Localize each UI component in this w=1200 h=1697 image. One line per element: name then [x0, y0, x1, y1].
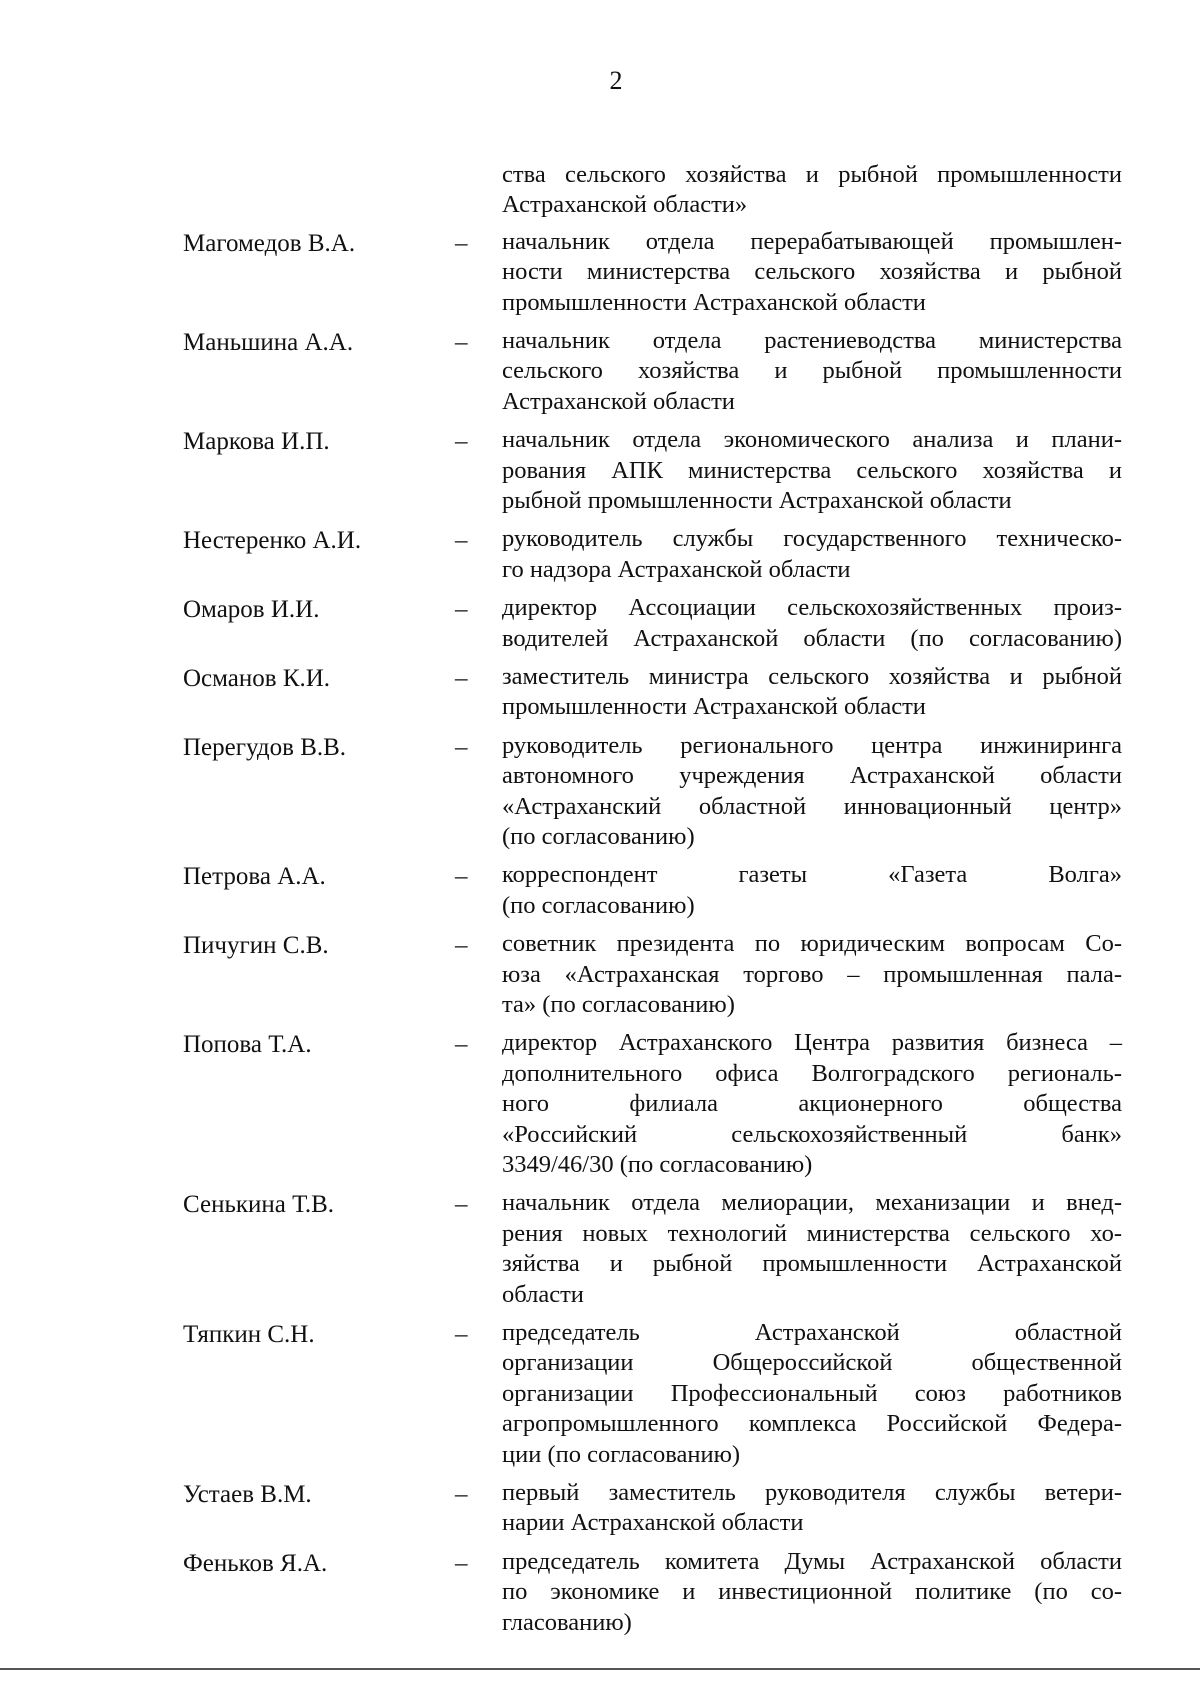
member-name: Феньков Я.А.: [183, 1549, 328, 1577]
entry-dash: –: [455, 1481, 468, 1508]
member-position-line: председатель комитета Думы Астраханской области: [502, 1547, 1122, 1575]
entry-dash: –: [455, 863, 468, 891]
member-position-line: первый заместитель руководителя службы ветери-: [502, 1479, 1122, 1506]
member-name: Перегудов В.В.: [183, 733, 347, 761]
member-position-line: «Астраханский областной инновационный центр»: [502, 792, 1122, 820]
member-name: Пичугин С.В.: [183, 932, 329, 960]
entry-dash: –: [455, 596, 468, 624]
continued-description-line: ства сельского хозяйства и рыбной промышленности: [502, 161, 1122, 188]
member-name: Маркова И.П.: [183, 428, 330, 456]
entry-dash: –: [455, 1321, 468, 1348]
member-position-line: области: [502, 1280, 584, 1308]
member-name: Попова Т.А.: [183, 1031, 312, 1059]
member-position-line: рения новых технологий министерства сельского хо-: [502, 1219, 1122, 1247]
continued-description-line: Астраханской области»: [502, 191, 748, 219]
member-position-line: начальник отдела мелиорации, механизации и внед-: [502, 1189, 1122, 1217]
member-position-line: автономного учреждения Астраханской области: [502, 762, 1122, 790]
member-name: Устаев В.М.: [183, 1481, 312, 1508]
member-position-line: зяйства и рыбной промышленности Астраханской: [502, 1250, 1122, 1278]
member-name: Тяпкин С.Н.: [183, 1321, 315, 1348]
entry-dash: –: [455, 932, 468, 960]
member-position-line: организации Общероссийской общественной: [502, 1349, 1122, 1377]
entry-dash: –: [455, 1191, 468, 1219]
member-name: Османов К.И.: [183, 665, 331, 692]
member-position-line: директор Астраханского Центра развития бизнеса –: [502, 1029, 1122, 1057]
member-position-line: корреспондент газеты «Газета Волга»: [502, 861, 1122, 889]
entry-dash: –: [455, 428, 468, 456]
member-position-line: рования АПК министерства сельского хозяйства и: [502, 456, 1122, 484]
entry-dash: –: [455, 733, 468, 761]
member-position-line: руководитель регионального центра инжиниринга: [502, 731, 1122, 759]
member-position-line: ности министерства сельского хозяйства и рыбной: [502, 258, 1122, 286]
entry-dash: –: [455, 1031, 468, 1059]
page-number: 2: [609, 66, 623, 95]
member-position-line: руководитель службы государственного техническо-: [502, 525, 1122, 553]
member-position-line: та» (по согласованию): [502, 991, 735, 1018]
member-position-line: ции (по согласованию): [502, 1440, 741, 1468]
entry-dash: –: [455, 1549, 468, 1577]
member-position-line: ного филиала акционерного общества: [502, 1090, 1122, 1118]
entry-dash: –: [455, 229, 468, 257]
entry-dash: –: [455, 329, 468, 356]
member-position-line: промышленности Астраханской области: [502, 693, 926, 721]
member-position-line: директор Ассоциации сельскохозяйственных произ-: [502, 594, 1122, 622]
member-position-line: Астраханской области: [502, 387, 735, 415]
member-position-line: 3349/46/30 (по согласованию): [502, 1151, 813, 1178]
member-position-line: советник президента по юридическим вопросам Со-: [502, 930, 1122, 958]
member-position-line: «Российский сельскохозяйственный банк»: [502, 1120, 1122, 1148]
member-name: Омаров И.И.: [183, 596, 320, 624]
member-position-line: гласованию): [502, 1608, 632, 1636]
member-name: Петрова А.А.: [183, 863, 326, 891]
entry-dash: –: [455, 527, 468, 555]
member-name: Сенькина Т.В.: [183, 1191, 335, 1219]
member-name: Магомедов В.А.: [183, 229, 356, 257]
entry-dash: –: [455, 665, 468, 692]
member-position-line: начальник отдела экономического анализа и плани-: [502, 426, 1122, 454]
member-position-line: дополнительного офиса Волгоградского региональ-: [502, 1059, 1122, 1087]
member-position-line: заместитель министра сельского хозяйства и рыбной: [502, 663, 1122, 690]
member-position-line: агропромышленного комплекса Российской Федера-: [502, 1410, 1122, 1438]
member-position-line: начальник отдела растениеводства министерства: [502, 327, 1122, 354]
bottom-rule: [0, 1668, 1200, 1670]
member-position-line: рыбной промышленности Астраханской области: [502, 487, 1012, 514]
member-position-line: сельского хозяйства и рыбной промышленности: [502, 357, 1122, 385]
member-position-line: промышленности Астраханской области: [502, 288, 926, 316]
member-position-line: председатель Астраханской областной: [502, 1319, 1122, 1346]
member-position-line: (по согласованию): [502, 823, 695, 850]
member-position-line: водителей Астраханской области (по согласованию): [502, 624, 1122, 652]
member-position-line: нарии Астраханской области: [502, 1509, 804, 1537]
member-position-line: начальник отдела перерабатывающей промышлен-: [502, 227, 1122, 255]
member-position-line: организации Профессиональный союз работников: [502, 1379, 1122, 1407]
member-position-line: по экономике и инвестиционной политике (по со-: [502, 1578, 1122, 1606]
member-name: Маньшина А.А.: [183, 329, 354, 356]
member-position-line: го надзора Астраханской области: [502, 555, 851, 583]
member-position-line: (по согласованию): [502, 891, 695, 919]
member-position-line: юза «Астраханская торгово – промышленная пала-: [502, 960, 1122, 988]
member-name: Нестеренко А.И.: [183, 527, 362, 555]
